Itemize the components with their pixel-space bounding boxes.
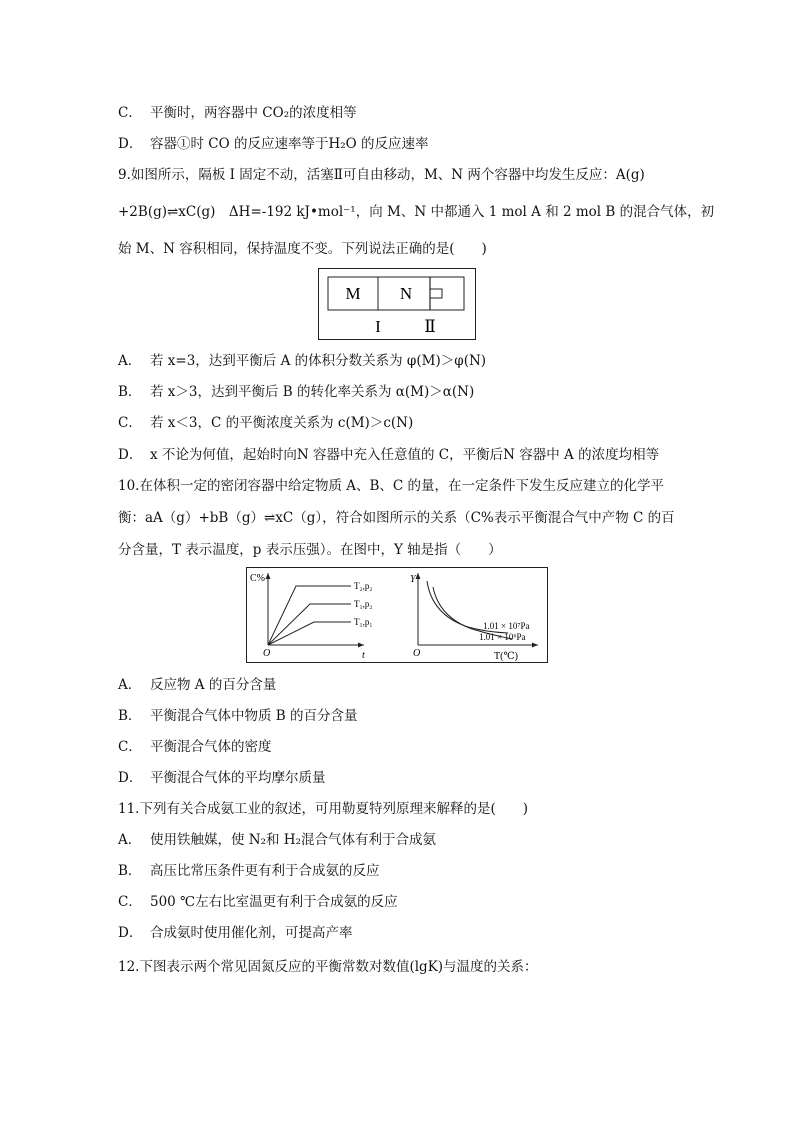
option-label: D． [118,447,143,463]
series-label: T₂,p₂ [354,581,373,591]
option-text: 若 x＞3，达到平衡后 B 的转化率关系为 α(M)＞α(N) [150,384,475,400]
option-text: 合成氨时使用催化剂，可提高产率 [150,925,353,941]
option-text: 高压比常压条件更有利于合成氨的反应 [150,863,380,879]
option-text: x 不论为何值，起始时向N 容器中充入任意值的 C，平衡后N 容器中 A 的浓度均相等 [150,447,660,463]
left-y-label: C% [250,573,265,584]
q12-stem-line1: 12.下图表示两个常见固氮反应的平衡常数对数值(lgK)与温度的关系： [118,959,538,975]
label-partition-i: I [375,317,381,336]
q10-graphs-figure [246,567,548,663]
option-label: B． [118,863,142,879]
q8-option-c [118,104,357,122]
option-label: C． [118,894,142,910]
option-text: 平衡混合气体的密度 [150,739,272,755]
right-origin: O [413,648,421,659]
q9-option-c [118,414,413,432]
option-label: B． [118,384,142,400]
label-piston-ii: Ⅱ [424,317,436,336]
left-x-label: t [362,650,365,661]
option-label: D． [118,770,143,786]
left-origin: O [263,648,271,659]
q9-stem-line3: 始 M、N 容积相同，保持温度不变。下列说法正确的是( ) [118,241,487,257]
option-label: C． [118,415,142,431]
figure-frame [319,269,476,340]
option-text: 平衡混合气体的平均摩尔质量 [150,770,326,786]
option-text: 使用铁触媒，使 N₂和 H₂混合气体有利于合成氨 [150,832,436,848]
option-text: 若 x=3，达到平衡后 A 的体积分数关系为 φ(M)＞φ(N) [150,353,487,369]
figure-frame [247,568,548,663]
q11-option-d [118,924,353,942]
q9-option-a [118,352,486,370]
right-x-label: T(℃) [494,651,518,662]
option-label: A． [118,353,142,369]
option-label: C． [118,105,142,121]
option-label: D． [118,136,143,152]
q10-stem-line1: 10.在体积一定的密闭容器中给定物质 A、B、C 的量，在一定条件下发生反应建立的化学平 [118,478,665,494]
option-text: 反应物 A 的百分含量 [150,677,277,693]
right-y-label: Y [410,574,416,585]
q9-stem-line2: +2B(g)⇌xC(g) ΔH=-192 kJ•mol⁻¹，向 M、N 中都通入 1 mol A 和 2 mol B 的混合气体，初 [118,204,715,220]
series-label: 1.01 × 10⁷Pa [483,621,530,631]
q11-option-c [118,893,398,911]
q10-option-a [118,676,276,694]
series-label: 1.01 × 10⁶Pa [479,632,526,642]
option-text: 容器①时 CO 的反应速率等于H₂O 的反应速率 [150,136,429,152]
label-m: M [345,284,361,303]
option-label: B． [118,708,142,724]
q10-option-c [118,738,272,756]
option-text: 平衡混合气体中物质 B 的百分含量 [150,708,358,724]
q9-container-figure [318,268,476,340]
option-label: A． [118,832,142,848]
label-n: N [399,284,413,303]
series-label: T₁,p₂ [354,599,373,609]
option-label: D． [118,925,143,941]
option-label: C． [118,739,142,755]
q9-option-d [118,446,659,464]
q10-stem-line3: 分含量，T 表示温度，p 表示压强）。在图中，Y 轴是指（ ） [118,542,502,558]
q9-option-b [118,383,474,401]
option-label: A． [118,677,142,693]
series-label: T₁,p₁ [354,617,373,627]
q8-option-d [118,135,429,153]
q10-option-b [118,707,358,725]
q11-option-a [118,831,436,849]
q10-stem-line2: 衡：aA（g）+bB（g）⇌xC（g），符合如图所示的关系（C%表示平衡混合气中产物 C 的百 [118,510,675,526]
q10-option-d [118,769,326,787]
q11-option-b [118,862,380,880]
q9-stem-line1: 9.如图所示，隔板 I 固定不动，活塞Ⅱ可自由移动，M、N 两个容器中均发生反应：A(g) [118,167,645,183]
q11-stem-line1: 11.下列有关合成氨工业的叙述，可用勒夏特列原理来解释的是( ) [118,801,529,817]
option-text: 500 ℃左右比室温更有利于合成氨的反应 [150,894,398,910]
option-text: 平衡时，两容器中 CO₂的浓度相等 [150,105,357,121]
option-text: 若 x＜3，C 的平衡浓度关系为 c(M)＞c(N) [150,415,414,431]
